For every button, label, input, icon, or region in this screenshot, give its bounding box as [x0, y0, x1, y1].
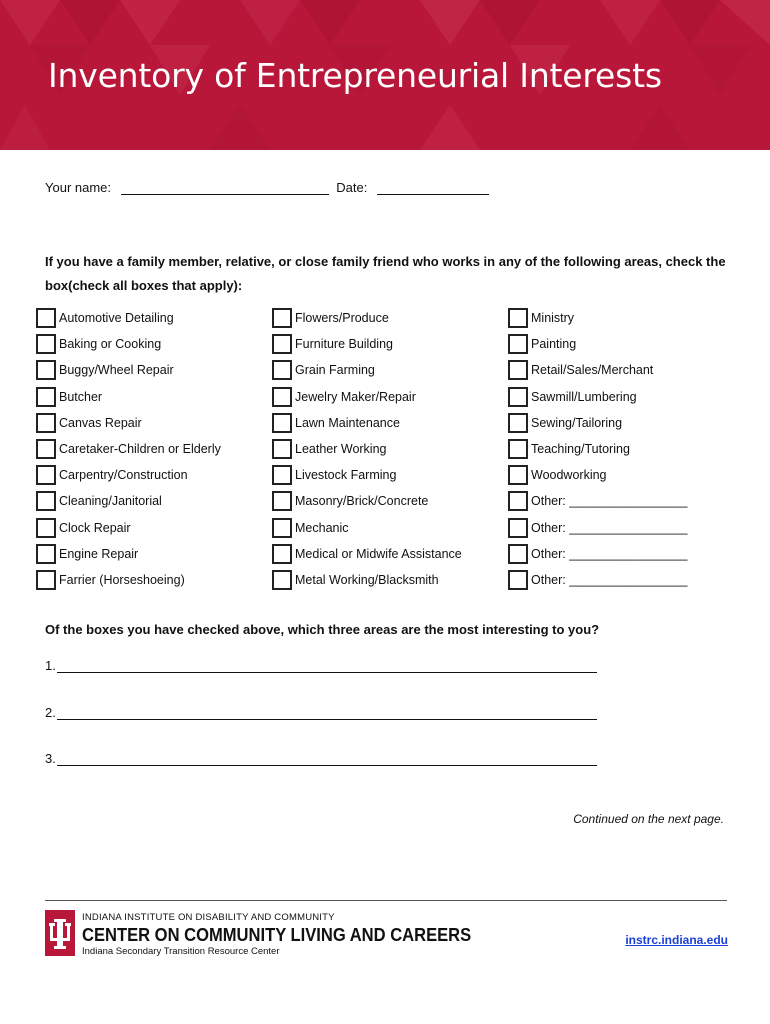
checkbox[interactable]	[36, 465, 56, 485]
answer-number: 3.	[45, 751, 56, 766]
checklist-item	[272, 384, 416, 410]
iu-trident-logo	[45, 910, 75, 956]
checklist-item	[36, 488, 162, 514]
checklist-item	[272, 541, 462, 567]
center-subtitle: Indiana Secondary Transition Resource Center	[82, 946, 280, 957]
checklist-item	[36, 436, 221, 462]
checklist-item	[36, 305, 174, 331]
checklist-item-label: Mechanic	[295, 520, 349, 535]
checklist-item-label: Ministry	[531, 311, 575, 325]
checklist-item-label: Other: _________________	[531, 573, 688, 587]
name-label: Your name:	[45, 180, 112, 195]
checkbox[interactable]	[508, 570, 528, 590]
checkbox[interactable]	[36, 570, 56, 590]
checkbox[interactable]	[272, 544, 292, 564]
checkbox[interactable]	[508, 334, 528, 354]
checkbox[interactable]	[36, 439, 56, 459]
checklist-item-label: Cleaning/Janitorial	[59, 494, 162, 509]
checklist-item	[272, 515, 349, 541]
checklist-item	[508, 331, 576, 357]
header-banner	[0, 0, 770, 150]
checklist-item-label: Clock Repair	[59, 520, 131, 535]
checklist-item-label: Metal Working/Blacksmith	[295, 573, 439, 587]
checkbox[interactable]	[272, 334, 292, 354]
checklist-item	[272, 488, 428, 514]
checklist-item	[272, 567, 439, 593]
checkbox[interactable]	[272, 360, 292, 380]
checkbox[interactable]	[36, 544, 56, 564]
center-name: CENTER ON COMMUNITY LIVING AND CAREERS	[82, 925, 472, 945]
answer-field-3[interactable]	[57, 752, 597, 766]
checklist-item	[36, 567, 185, 593]
date-field[interactable]	[377, 181, 489, 195]
question: Of the boxes you have checked above, which three areas are the most interesting to you?	[45, 622, 600, 637]
checklist-item-label: Livestock Farming	[295, 468, 397, 483]
checklist-item	[36, 462, 188, 488]
checklist-item	[508, 488, 687, 514]
checklist-item-label: Retail/Sales/Merchant	[531, 363, 654, 378]
checkbox[interactable]	[508, 360, 528, 380]
continued-note: Continued on the next page.	[573, 812, 724, 826]
date-label: Date:	[336, 180, 368, 195]
checklist-item-label: Other: _________________	[531, 520, 688, 535]
checklist-item-label: Buggy/Wheel Repair	[59, 363, 174, 378]
checklist-item-label: Grain Farming	[295, 363, 375, 378]
checklist-item	[508, 515, 687, 541]
checklist-item-label: Carpentry/Construction	[59, 468, 188, 483]
answer-row-1	[45, 658, 597, 673]
checkbox[interactable]	[36, 413, 56, 433]
checklist-item	[272, 331, 393, 357]
checkbox[interactable]	[508, 413, 528, 433]
name-field[interactable]	[121, 181, 329, 195]
checklist-item	[508, 462, 607, 488]
checklist-item	[36, 515, 131, 541]
checklist-item-label: Canvas Repair	[59, 415, 142, 430]
checklist-item-label: Automotive Detailing	[59, 311, 174, 325]
checkbox[interactable]	[272, 518, 292, 538]
checklist-item-label: Jewelry Maker/Repair	[295, 389, 416, 404]
checklist-item	[272, 410, 400, 436]
answer-number: 2.	[45, 705, 56, 720]
checklist-item-label: Lawn Maintenance	[295, 415, 400, 430]
checklist-item-label: Butcher	[59, 389, 103, 404]
instructions: If you have a family member, relative, or close family friend who works in any of the following areas, check the box(check all boxes that apply):	[45, 254, 726, 293]
checkbox[interactable]	[508, 518, 528, 538]
answer-field-1[interactable]	[57, 659, 597, 673]
answer-row-3	[45, 751, 597, 766]
checkbox[interactable]	[36, 491, 56, 511]
checklist-item-label: Masonry/Brick/Concrete	[295, 494, 429, 509]
checklist-item-label: Sewing/Tailoring	[531, 415, 623, 430]
checklist-item	[272, 305, 389, 331]
footer-divider	[45, 900, 727, 901]
checkbox[interactable]	[272, 413, 292, 433]
checkbox[interactable]	[272, 570, 292, 590]
checklist-item	[508, 357, 653, 383]
checkbox[interactable]	[272, 465, 292, 485]
checklist-item	[508, 384, 637, 410]
checklist-item	[36, 541, 138, 567]
checklist-item	[36, 357, 174, 383]
checklist-item	[36, 384, 102, 410]
checkbox[interactable]	[272, 439, 292, 459]
checkbox[interactable]	[508, 465, 528, 485]
checklist-item	[508, 436, 630, 462]
checklist-item-label: Painting	[531, 337, 577, 352]
checklist-item	[36, 410, 142, 436]
checklist-item-label: Engine Repair	[59, 546, 139, 561]
checklist-item	[508, 541, 687, 567]
checkbox[interactable]	[508, 308, 528, 328]
interest-checklist	[36, 305, 736, 593]
checklist-item-label: Caretaker-Children or Elderly	[59, 442, 221, 456]
name-date-row	[45, 180, 489, 195]
checkbox[interactable]	[36, 518, 56, 538]
checkbox[interactable]	[36, 334, 56, 354]
checklist-item-label: Farrier (Horseshoeing)	[59, 573, 185, 587]
checklist-item-label: Other: _________________	[531, 494, 688, 509]
checklist-item	[272, 436, 387, 462]
answer-field-2[interactable]	[57, 706, 597, 720]
checkbox[interactable]	[508, 544, 528, 564]
checklist-item-label: Woodworking	[531, 468, 607, 483]
checklist-item-label: Other: _________________	[531, 546, 688, 561]
checklist-item	[272, 357, 375, 383]
checkbox[interactable]	[36, 360, 56, 380]
checklist-item-label: Baking or Cooking	[59, 337, 162, 352]
institute-name: INDIANA INSTITUTE ON DISABILITY AND COMMUNITY	[82, 912, 335, 923]
checkbox[interactable]	[508, 491, 528, 511]
checkbox[interactable]	[272, 308, 292, 328]
checklist-item	[272, 462, 396, 488]
checkbox[interactable]	[272, 387, 292, 407]
checklist-item	[508, 305, 574, 331]
checkbox[interactable]	[272, 491, 292, 511]
page-title: Inventory of Entrepreneurial Interests	[48, 56, 662, 95]
checklist-item-label: Flowers/Produce	[295, 311, 389, 325]
checklist-item-label: Sawmill/Lumbering	[531, 389, 637, 404]
checklist-item	[508, 410, 622, 436]
answer-row-2	[45, 705, 597, 720]
checklist-item-label: Teaching/Tutoring	[531, 442, 630, 456]
checkbox[interactable]	[36, 308, 56, 328]
website-link[interactable]: instrc.indiana.edu	[625, 933, 728, 947]
checkbox[interactable]	[508, 439, 528, 459]
checklist-item-label: Furniture Building	[295, 337, 393, 352]
checklist-item-label: Medical or Midwife Assistance	[295, 546, 462, 561]
checklist-item	[36, 331, 161, 357]
checkbox[interactable]	[36, 387, 56, 407]
answer-number: 1.	[45, 658, 56, 673]
checklist-item-label: Leather Working	[295, 442, 387, 456]
checkbox[interactable]	[508, 387, 528, 407]
checklist-item	[508, 567, 687, 593]
